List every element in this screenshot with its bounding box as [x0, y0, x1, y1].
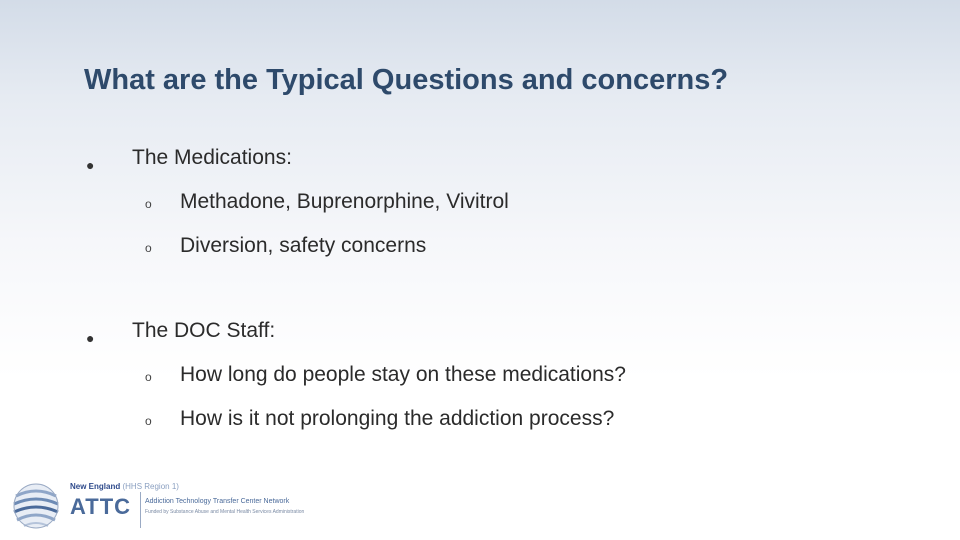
logo-region [70, 482, 179, 491]
globe-logo-icon [10, 478, 66, 534]
logo-acronym: ATTC [70, 494, 132, 519]
logo-full-name: Addiction Technology Transfer Center Network [145, 498, 290, 505]
sub-bullet-icon: o [145, 414, 152, 428]
sub-bullet-icon: o [145, 197, 152, 211]
bullet-icon: ● [86, 330, 95, 346]
list-item: Diversion, safety concerns [180, 234, 427, 257]
logo-funding-text: Funded by Substance Abuse and Mental Health Services Administration [145, 509, 305, 515]
bullet-icon: ● [86, 157, 95, 173]
list-item: Methadone, Buprenorphine, Vivitrol [180, 190, 509, 213]
list-item: How long do people stay on these medications? [180, 363, 626, 386]
slide-title: What are the Typical Questions and concerns? [84, 64, 729, 96]
section-heading-medications: The Medications: [132, 146, 292, 169]
attc-logo [10, 478, 310, 534]
logo-divider [140, 492, 141, 528]
section-heading-doc-staff: The DOC Staff: [132, 319, 276, 342]
logo-region-suffix: (HHS Region 1) [122, 482, 179, 491]
sub-bullet-icon: o [145, 241, 152, 255]
list-item: How is it not prolonging the addiction process? [180, 407, 615, 430]
logo-region-name: New England [70, 482, 121, 491]
sub-bullet-icon: o [145, 370, 152, 384]
